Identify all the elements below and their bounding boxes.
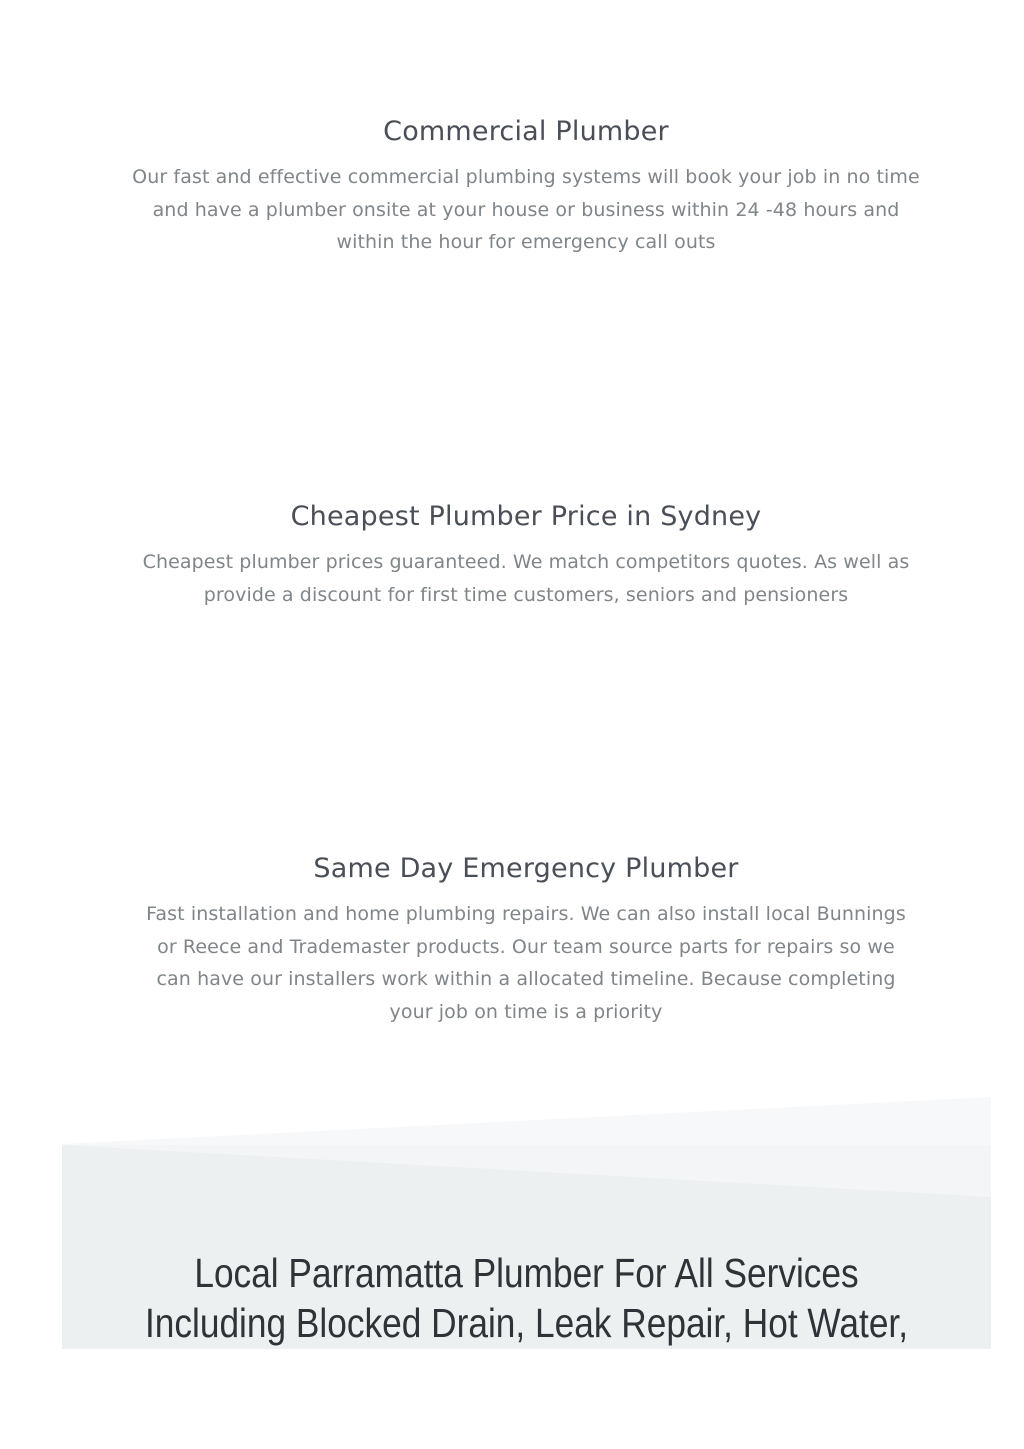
service-title: Same Day Emergency Plumber: [313, 853, 739, 884]
service-cheapest-plumber: [120, 500, 932, 611]
service-commercial-plumber: [120, 115, 932, 259]
services-banner: [62, 1097, 991, 1349]
service-emergency-plumber: [120, 852, 932, 1028]
service-description: Fast installation and home plumbing repairs. We can also install local Bunnings or Reece and Trademaster products. Our team source parts for repairs so we can have our installers work within a allocated timeline. Because completing your job on time is a priority: [146, 903, 906, 1023]
service-title: Commercial Plumber: [383, 116, 669, 147]
banner-heading: Local Parramatta Plumber For All Services Including Blocked Drain, Leak Repair, Hot Water,: [144, 1250, 909, 1346]
service-description: Our fast and effective commercial plumbing systems will book your job in no time and have a plumber onsite at your house or business within 24 -48 hours and within the hour for emergency call outs: [132, 166, 920, 253]
service-title: Cheapest Plumber Price in Sydney: [290, 501, 762, 532]
service-description: Cheapest plumber prices guaranteed. We match competitors quotes. As well as provide a discount for first time customers, seniors and pensioners: [142, 551, 910, 606]
